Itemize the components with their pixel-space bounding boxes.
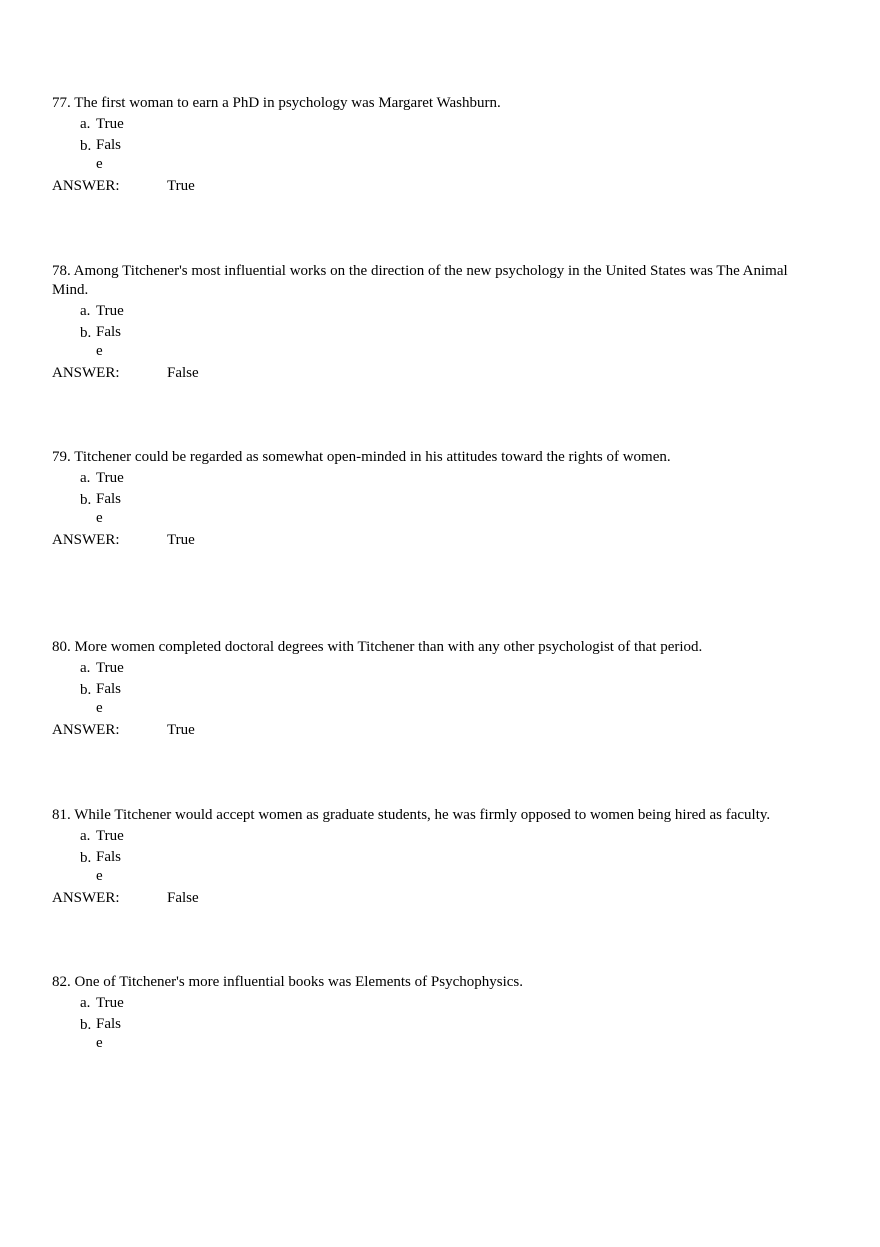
answer-label: ANSWER: xyxy=(52,365,120,381)
option-label: True xyxy=(96,303,124,319)
question-81 xyxy=(52,806,842,909)
answer-row xyxy=(52,175,822,197)
question-79 xyxy=(52,448,822,551)
option-label: False xyxy=(96,849,122,884)
option-a[interactable] xyxy=(52,992,822,1014)
answer-row xyxy=(52,529,822,551)
option-a[interactable] xyxy=(52,825,842,847)
option-letter: b. xyxy=(80,682,92,698)
option-a[interactable] xyxy=(52,113,822,135)
option-label: True xyxy=(96,828,124,844)
option-b[interactable] xyxy=(52,322,822,362)
question-text: 82. One of Titchener's more influential books was Elements of Psychophysics. xyxy=(52,974,523,990)
question-text: 77. The first woman to earn a PhD in psychology was Margaret Washburn. xyxy=(52,95,501,111)
option-b[interactable] xyxy=(52,135,822,175)
option-a[interactable] xyxy=(52,300,822,322)
option-label: True xyxy=(96,470,124,486)
answer-label: ANSWER: xyxy=(52,722,120,738)
option-b[interactable] xyxy=(52,679,822,719)
option-label: False xyxy=(96,1016,122,1051)
option-b[interactable] xyxy=(52,489,822,529)
answer-value: True xyxy=(167,722,195,738)
answer-value: True xyxy=(167,178,195,194)
option-letter: b. xyxy=(80,325,92,341)
answer-row xyxy=(52,887,842,909)
option-letter: a. xyxy=(80,828,91,844)
question-text: 80. More women completed doctoral degrees with Titchener than with any other psychologist of that period. xyxy=(52,639,703,655)
question-80 xyxy=(52,638,822,741)
option-b[interactable] xyxy=(52,847,842,887)
option-b[interactable] xyxy=(52,1014,822,1054)
answer-row xyxy=(52,719,822,741)
option-letter: a. xyxy=(80,660,91,676)
option-letter: b. xyxy=(80,138,92,154)
option-letter: a. xyxy=(80,995,91,1011)
answer-label: ANSWER: xyxy=(52,178,120,194)
question-text: 78. Among Titchener's most influential works on the direction of the new psychology in the United States was The Animal Mind. xyxy=(52,263,788,298)
question-text: 81. While Titchener would accept women as graduate students, he was firmly opposed to women being hired as faculty. xyxy=(52,807,771,823)
answer-value: False xyxy=(167,365,199,381)
option-label: True xyxy=(96,995,124,1011)
option-letter: a. xyxy=(80,470,91,486)
question-82 xyxy=(52,973,822,1054)
question-78 xyxy=(52,262,822,384)
option-label: False xyxy=(96,681,122,716)
option-letter: b. xyxy=(80,492,92,508)
answer-label: ANSWER: xyxy=(52,532,120,548)
answer-label: ANSWER: xyxy=(52,890,120,906)
option-letter: b. xyxy=(80,850,92,866)
answer-value: True xyxy=(167,532,195,548)
option-letter: b. xyxy=(80,1017,92,1033)
option-label: False xyxy=(96,491,122,526)
answer-value: False xyxy=(167,890,199,906)
option-label: False xyxy=(96,324,122,359)
option-letter: a. xyxy=(80,303,91,319)
option-letter: a. xyxy=(80,116,91,132)
option-label: True xyxy=(96,116,124,132)
answer-row xyxy=(52,362,822,384)
question-text: 79. Titchener could be regarded as somewhat open-minded in his attitudes toward the rights of women. xyxy=(52,449,671,465)
option-label: True xyxy=(96,660,124,676)
question-77 xyxy=(52,94,822,197)
option-a[interactable] xyxy=(52,657,822,679)
option-label: False xyxy=(96,137,122,172)
option-a[interactable] xyxy=(52,467,822,489)
